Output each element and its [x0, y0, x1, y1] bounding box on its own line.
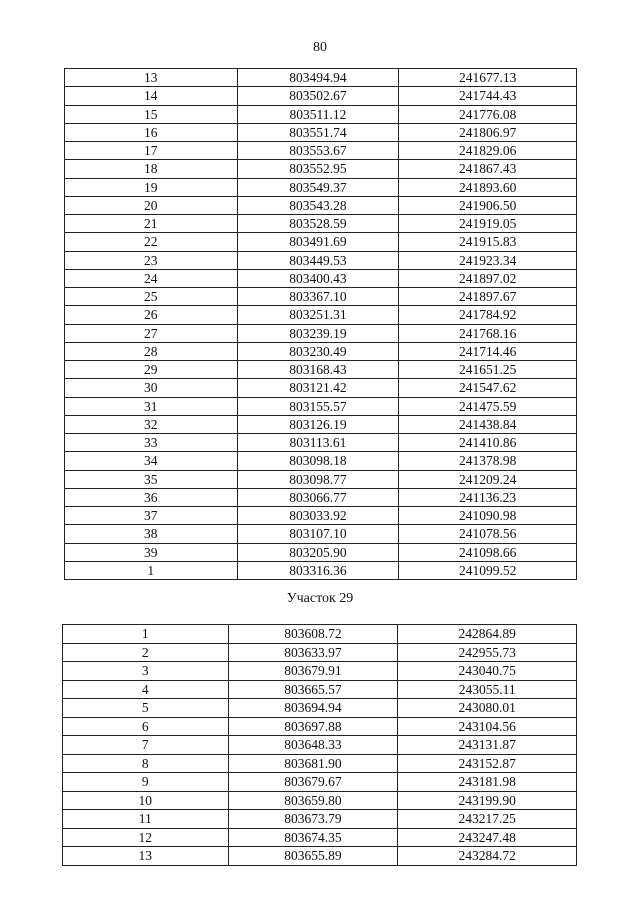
table-row — [65, 434, 577, 452]
table-row — [63, 625, 577, 644]
table-row — [65, 525, 577, 543]
point-number-cell: 20 — [65, 196, 238, 214]
point-number-cell: 23 — [65, 251, 238, 269]
x-coordinate-cell: 803033.92 — [237, 507, 399, 525]
point-number-cell: 33 — [65, 434, 238, 452]
y-coordinate-cell: 241776.08 — [399, 105, 577, 123]
x-coordinate-cell: 803655.89 — [228, 847, 398, 866]
x-coordinate-cell: 803543.28 — [237, 196, 399, 214]
point-number-cell: 31 — [65, 397, 238, 415]
y-coordinate-cell: 241677.13 — [399, 69, 577, 87]
x-coordinate-cell: 803121.42 — [237, 379, 399, 397]
point-number-cell: 9 — [63, 773, 229, 792]
table-row — [63, 754, 577, 773]
x-coordinate-cell: 803551.74 — [237, 123, 399, 141]
y-coordinate-cell: 241136.23 — [399, 488, 577, 506]
x-coordinate-cell: 803511.12 — [237, 105, 399, 123]
y-coordinate-cell: 241378.98 — [399, 452, 577, 470]
table-row — [63, 828, 577, 847]
x-coordinate-cell: 803549.37 — [237, 178, 399, 196]
x-coordinate-cell: 803608.72 — [228, 625, 398, 644]
table-row — [65, 324, 577, 342]
y-coordinate-cell: 241829.06 — [399, 142, 577, 160]
point-number-cell: 38 — [65, 525, 238, 543]
x-coordinate-cell: 803098.77 — [237, 470, 399, 488]
x-coordinate-cell: 803113.61 — [237, 434, 399, 452]
x-coordinate-cell: 803168.43 — [237, 361, 399, 379]
x-coordinate-cell: 803633.97 — [228, 643, 398, 662]
y-coordinate-cell: 241714.46 — [399, 342, 577, 360]
point-number-cell: 24 — [65, 269, 238, 287]
table-row — [63, 810, 577, 829]
table-row — [65, 178, 577, 196]
table-row — [65, 342, 577, 360]
point-number-cell: 26 — [65, 306, 238, 324]
y-coordinate-cell: 241897.02 — [399, 269, 577, 287]
table-row — [65, 361, 577, 379]
x-coordinate-cell: 803659.80 — [228, 791, 398, 810]
table-row — [65, 379, 577, 397]
table-row — [65, 251, 577, 269]
point-number-cell: 16 — [65, 123, 238, 141]
y-coordinate-cell: 241099.52 — [399, 561, 577, 579]
x-coordinate-cell: 803205.90 — [237, 543, 399, 561]
page-number: 80 — [313, 40, 327, 55]
point-number-cell: 4 — [63, 680, 229, 699]
section-title: Участок 29 — [286, 591, 354, 606]
x-coordinate-cell: 803098.18 — [237, 452, 399, 470]
point-number-cell: 34 — [65, 452, 238, 470]
table-row — [65, 123, 577, 141]
table-row — [65, 233, 577, 251]
x-coordinate-cell: 803449.53 — [237, 251, 399, 269]
table-row — [63, 680, 577, 699]
y-coordinate-cell: 241078.56 — [399, 525, 577, 543]
x-coordinate-cell: 803679.91 — [228, 662, 398, 681]
y-coordinate-cell: 241923.34 — [399, 251, 577, 269]
point-number-cell: 11 — [63, 810, 229, 829]
y-coordinate-cell: 243104.56 — [398, 717, 577, 736]
x-coordinate-cell: 803697.88 — [228, 717, 398, 736]
x-coordinate-cell: 803400.43 — [237, 269, 399, 287]
x-coordinate-cell: 803239.19 — [237, 324, 399, 342]
point-number-cell: 37 — [65, 507, 238, 525]
point-number-cell: 5 — [63, 699, 229, 718]
x-coordinate-cell: 803126.19 — [237, 415, 399, 433]
point-number-cell: 10 — [63, 791, 229, 810]
y-coordinate-cell: 241744.43 — [399, 87, 577, 105]
table-row — [65, 452, 577, 470]
x-coordinate-cell: 803673.79 — [228, 810, 398, 829]
y-coordinate-cell: 241651.25 — [399, 361, 577, 379]
point-number-cell: 32 — [65, 415, 238, 433]
table-row — [65, 69, 577, 87]
x-coordinate-cell: 803648.33 — [228, 736, 398, 755]
x-coordinate-cell: 803502.67 — [237, 87, 399, 105]
x-coordinate-cell: 803367.10 — [237, 288, 399, 306]
table-row — [65, 160, 577, 178]
point-number-cell: 29 — [65, 361, 238, 379]
y-coordinate-cell: 241438.84 — [399, 415, 577, 433]
y-coordinate-cell: 241098.66 — [399, 543, 577, 561]
x-coordinate-cell: 803681.90 — [228, 754, 398, 773]
y-coordinate-cell: 243080.01 — [398, 699, 577, 718]
point-number-cell: 3 — [63, 662, 229, 681]
x-coordinate-cell: 803552.95 — [237, 160, 399, 178]
table-row — [63, 643, 577, 662]
x-coordinate-cell: 803066.77 — [237, 488, 399, 506]
point-number-cell: 13 — [65, 69, 238, 87]
x-coordinate-cell: 803107.10 — [237, 525, 399, 543]
y-coordinate-cell: 243247.48 — [398, 828, 577, 847]
point-number-cell: 14 — [65, 87, 238, 105]
table-row — [65, 397, 577, 415]
point-number-cell: 30 — [65, 379, 238, 397]
point-number-cell: 18 — [65, 160, 238, 178]
point-number-cell: 28 — [65, 342, 238, 360]
point-number-cell: 13 — [63, 847, 229, 866]
point-number-cell: 39 — [65, 543, 238, 561]
x-coordinate-cell: 803491.69 — [237, 233, 399, 251]
point-number-cell: 1 — [65, 561, 238, 579]
y-coordinate-cell: 241906.50 — [399, 196, 577, 214]
y-coordinate-cell: 241897.67 — [399, 288, 577, 306]
x-coordinate-cell: 803694.94 — [228, 699, 398, 718]
point-number-cell: 2 — [63, 643, 229, 662]
table-row — [65, 306, 577, 324]
table-row — [65, 105, 577, 123]
x-coordinate-cell: 803230.49 — [237, 342, 399, 360]
y-coordinate-cell: 241867.43 — [399, 160, 577, 178]
point-number-cell: 27 — [65, 324, 238, 342]
table-row — [65, 288, 577, 306]
y-coordinate-cell: 241915.83 — [399, 233, 577, 251]
table-row — [65, 543, 577, 561]
y-coordinate-cell: 243199.90 — [398, 791, 577, 810]
table-row — [65, 561, 577, 579]
x-coordinate-cell: 803494.94 — [237, 69, 399, 87]
y-coordinate-cell: 241893.60 — [399, 178, 577, 196]
point-number-cell: 19 — [65, 178, 238, 196]
x-coordinate-cell: 803665.57 — [228, 680, 398, 699]
y-coordinate-cell: 241090.98 — [399, 507, 577, 525]
point-number-cell: 35 — [65, 470, 238, 488]
y-coordinate-cell: 243040.75 — [398, 662, 577, 681]
table-row — [65, 269, 577, 287]
point-number-cell: 36 — [65, 488, 238, 506]
coordinates-table-plot-29 — [62, 624, 577, 866]
point-number-cell: 7 — [63, 736, 229, 755]
table-row — [63, 699, 577, 718]
table-row — [65, 488, 577, 506]
table-row — [65, 87, 577, 105]
table-row — [65, 415, 577, 433]
y-coordinate-cell: 241919.05 — [399, 215, 577, 233]
y-coordinate-cell: 241410.86 — [399, 434, 577, 452]
x-coordinate-cell: 803674.35 — [228, 828, 398, 847]
x-coordinate-cell: 803528.59 — [237, 215, 399, 233]
table-row — [63, 847, 577, 866]
table-row — [63, 717, 577, 736]
table-row — [65, 470, 577, 488]
y-coordinate-cell: 243055.11 — [398, 680, 577, 699]
y-coordinate-cell: 243131.87 — [398, 736, 577, 755]
y-coordinate-cell: 243152.87 — [398, 754, 577, 773]
point-number-cell: 17 — [65, 142, 238, 160]
point-number-cell: 22 — [65, 233, 238, 251]
table-row — [63, 662, 577, 681]
point-number-cell: 1 — [63, 625, 229, 644]
point-number-cell: 8 — [63, 754, 229, 773]
table-row — [65, 142, 577, 160]
y-coordinate-cell: 241806.97 — [399, 123, 577, 141]
point-number-cell: 15 — [65, 105, 238, 123]
y-coordinate-cell: 243284.72 — [398, 847, 577, 866]
x-coordinate-cell: 803553.67 — [237, 142, 399, 160]
point-number-cell: 12 — [63, 828, 229, 847]
x-coordinate-cell: 803155.57 — [237, 397, 399, 415]
point-number-cell: 6 — [63, 717, 229, 736]
y-coordinate-cell: 241209.24 — [399, 470, 577, 488]
y-coordinate-cell: 242864.89 — [398, 625, 577, 644]
x-coordinate-cell: 803679.67 — [228, 773, 398, 792]
point-number-cell: 21 — [65, 215, 238, 233]
y-coordinate-cell: 242955.73 — [398, 643, 577, 662]
table-row — [65, 196, 577, 214]
point-number-cell: 25 — [65, 288, 238, 306]
table-row — [63, 791, 577, 810]
table-row — [63, 736, 577, 755]
y-coordinate-cell: 243181.98 — [398, 773, 577, 792]
y-coordinate-cell: 241768.16 — [399, 324, 577, 342]
y-coordinate-cell: 241784.92 — [399, 306, 577, 324]
coordinates-table-continued — [64, 68, 577, 580]
y-coordinate-cell: 241475.59 — [399, 397, 577, 415]
x-coordinate-cell: 803251.31 — [237, 306, 399, 324]
x-coordinate-cell: 803316.36 — [237, 561, 399, 579]
y-coordinate-cell: 243217.25 — [398, 810, 577, 829]
table-row — [63, 773, 577, 792]
table-row — [65, 215, 577, 233]
table-row — [65, 507, 577, 525]
y-coordinate-cell: 241547.62 — [399, 379, 577, 397]
